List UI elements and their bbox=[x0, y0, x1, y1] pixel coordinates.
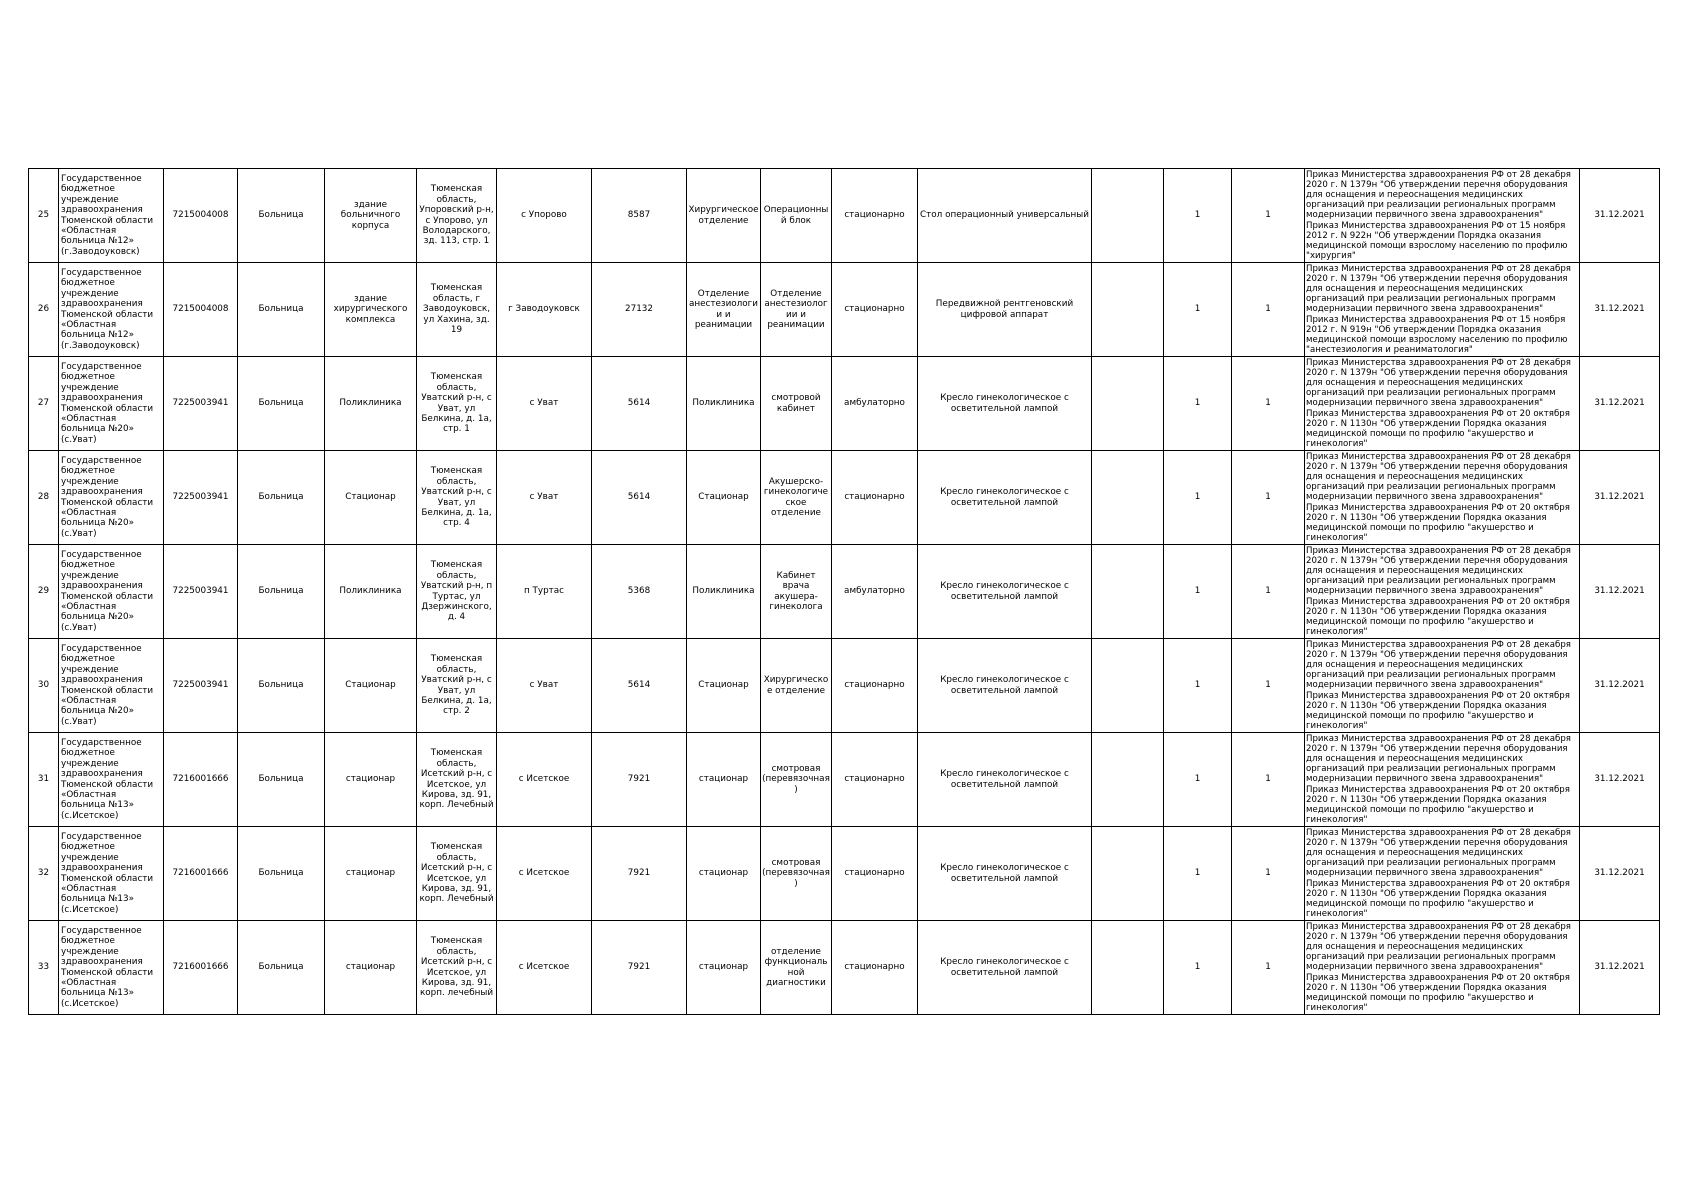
legal-basis-cell: Приказ Министерства здравоохранения РФ от 28 декабря 2020 г. N 1379н "Об утверждении перечня оборудования для оснащения и переоснащения медицинских организаций при реализации региональных программ модернизации первичного звена здравоохранения" Приказ Министерства здравоохранения РФ от 20 октября 2020 г. N 1130н "Об утверждении Порядка оказания медицинской помощи по профилю "акушерство и гинекология" bbox=[1305, 733, 1580, 827]
building-cell: Поликлиника bbox=[325, 357, 417, 451]
date-cell: 31.12.2021 bbox=[1580, 169, 1660, 263]
legal-basis-cell: Приказ Министерства здравоохранения РФ от 28 декабря 2020 г. N 1379н "Об утверждении перечня оборудования для оснащения и переоснащения медицинских организаций при реализации региональных программ модернизации первичного звена здравоохранения" Приказ Министерства здравоохранения РФ от 20 октября 2020 г. N 1130н "Об утверждении Порядка оказания медицинской помощи по профилю "акушерство и гинекология" bbox=[1305, 357, 1580, 451]
equipment-table bbox=[28, 168, 1660, 1015]
care-mode-cell: стационарно bbox=[832, 733, 918, 827]
building-cell: Стационар bbox=[325, 451, 417, 545]
row-number-cell: 33 bbox=[29, 921, 59, 1015]
organization-cell: Государственное бюджетное учреждение здравоохранения Тюменской области «Областная больница №13» (с.Исетское) bbox=[59, 733, 164, 827]
legal-basis-cell: Приказ Министерства здравоохранения РФ от 28 декабря 2020 г. N 1379н "Об утверждении перечня оборудования для оснащения и переоснащения медицинских организаций при реализации региональных программ модернизации первичного звена здравоохранения" Приказ Министерства здравоохранения РФ от 20 октября 2020 г. N 1130н "Об утверждении Порядка оказания медицинской помощи по профилю "акушерство и гинекология" bbox=[1305, 639, 1580, 733]
address-cell: Тюменская область, Уватский р-н, с Уват, ул Белкина, д. 1а, стр. 1 bbox=[417, 357, 497, 451]
quantity-cell: 1 bbox=[1232, 921, 1305, 1015]
population-cell: 5614 bbox=[592, 451, 687, 545]
locality-cell: с Уват bbox=[497, 357, 592, 451]
date-cell: 31.12.2021 bbox=[1580, 451, 1660, 545]
population-cell: 8587 bbox=[592, 169, 687, 263]
care-mode-cell: стационарно bbox=[832, 827, 918, 921]
inn-cell: 7216001666 bbox=[164, 921, 238, 1015]
organization-cell: Государственное бюджетное учреждение здравоохранения Тюменской области «Областная больница №20» (с.Уват) bbox=[59, 451, 164, 545]
unit-cell: Хирургическое отделение bbox=[761, 639, 832, 733]
facility-type-cell: Больница bbox=[238, 639, 325, 733]
address-cell: Тюменская область, Исетский р-н, с Исетское, ул Кирова, зд. 91, корп. Лечебный bbox=[417, 827, 497, 921]
unit-cell: Отделение анестезиологии и реанимации bbox=[761, 263, 832, 357]
building-cell: здание хирургического комплекса bbox=[325, 263, 417, 357]
equipment-cell: Кресло гинекологическое с осветительной лампой bbox=[918, 357, 1092, 451]
inn-cell: 7225003941 bbox=[164, 357, 238, 451]
equipment-cell: Кресло гинекологическое с осветительной лампой bbox=[918, 545, 1092, 639]
empty-cell bbox=[1092, 451, 1164, 545]
inn-cell: 7216001666 bbox=[164, 827, 238, 921]
unit-cell: Акушерско-гинекологическое отделение bbox=[761, 451, 832, 545]
quantity-cell: 1 bbox=[1232, 733, 1305, 827]
legal-basis-cell: Приказ Министерства здравоохранения РФ от 28 декабря 2020 г. N 1379н "Об утверждении перечня оборудования для оснащения и переоснащения медицинских организаций при реализации региональных программ модернизации первичного звена здравоохранения" Приказ Министерства здравоохранения РФ от 20 октября 2020 г. N 1130н "Об утверждении Порядка оказания медицинской помощи по профилю "акушерство и гинекология" bbox=[1305, 921, 1580, 1015]
equipment-cell: Кресло гинекологическое с осветительной лампой bbox=[918, 733, 1092, 827]
date-cell: 31.12.2021 bbox=[1580, 357, 1660, 451]
quantity-cell: 1 bbox=[1164, 827, 1232, 921]
address-cell: Тюменская область, г Заводоуковск, ул Хахина, зд. 19 bbox=[417, 263, 497, 357]
organization-cell: Государственное бюджетное учреждение здравоохранения Тюменской области «Областная больница №20» (с.Уват) bbox=[59, 357, 164, 451]
address-cell: Тюменская область, Исетский р-н, с Исетское, ул Кирова, зд. 91, корп. лечебный bbox=[417, 921, 497, 1015]
empty-cell bbox=[1092, 263, 1164, 357]
date-cell: 31.12.2021 bbox=[1580, 545, 1660, 639]
inn-cell: 7215004008 bbox=[164, 169, 238, 263]
locality-cell: с Уват bbox=[497, 639, 592, 733]
department-cell: Поликлиника bbox=[687, 545, 761, 639]
table-body bbox=[29, 169, 1660, 1015]
address-cell: Тюменская область, Уватский р-н, с Уват, ул Белкина, д. 1а, стр. 2 bbox=[417, 639, 497, 733]
care-mode-cell: стационарно bbox=[832, 451, 918, 545]
table-row bbox=[29, 827, 1660, 921]
quantity-cell: 1 bbox=[1232, 545, 1305, 639]
locality-cell: с Уват bbox=[497, 451, 592, 545]
date-cell: 31.12.2021 bbox=[1580, 733, 1660, 827]
organization-cell: Государственное бюджетное учреждение здравоохранения Тюменской области «Областная больница №12» (г.Заводоуковск) bbox=[59, 169, 164, 263]
quantity-cell: 1 bbox=[1232, 263, 1305, 357]
empty-cell bbox=[1092, 733, 1164, 827]
quantity-cell: 1 bbox=[1232, 451, 1305, 545]
population-cell: 7921 bbox=[592, 827, 687, 921]
date-cell: 31.12.2021 bbox=[1580, 639, 1660, 733]
date-cell: 31.12.2021 bbox=[1580, 921, 1660, 1015]
empty-cell bbox=[1092, 827, 1164, 921]
quantity-cell: 1 bbox=[1164, 733, 1232, 827]
building-cell: стационар bbox=[325, 921, 417, 1015]
locality-cell: с Упорово bbox=[497, 169, 592, 263]
quantity-cell: 1 bbox=[1164, 451, 1232, 545]
unit-cell: Кабинет врача акушера-гинеколога bbox=[761, 545, 832, 639]
equipment-cell: Стол операционный универсальный bbox=[918, 169, 1092, 263]
table-row bbox=[29, 733, 1660, 827]
locality-cell: г Заводоуковск bbox=[497, 263, 592, 357]
row-number-cell: 26 bbox=[29, 263, 59, 357]
row-number-cell: 29 bbox=[29, 545, 59, 639]
department-cell: стационар bbox=[687, 827, 761, 921]
row-number-cell: 30 bbox=[29, 639, 59, 733]
quantity-cell: 1 bbox=[1232, 169, 1305, 263]
care-mode-cell: стационарно bbox=[832, 921, 918, 1015]
department-cell: Стационар bbox=[687, 451, 761, 545]
inn-cell: 7225003941 bbox=[164, 545, 238, 639]
empty-cell bbox=[1092, 357, 1164, 451]
department-cell: Отделение анестезиологии и реанимации bbox=[687, 263, 761, 357]
quantity-cell: 1 bbox=[1164, 639, 1232, 733]
quantity-cell: 1 bbox=[1164, 169, 1232, 263]
facility-type-cell: Больница bbox=[238, 921, 325, 1015]
locality-cell: с Исетское bbox=[497, 733, 592, 827]
row-number-cell: 25 bbox=[29, 169, 59, 263]
building-cell: стационар bbox=[325, 827, 417, 921]
unit-cell: смотровая (перевязочная) bbox=[761, 733, 832, 827]
legal-basis-cell: Приказ Министерства здравоохранения РФ от 28 декабря 2020 г. N 1379н "Об утверждении перечня оборудования для оснащения и переоснащения медицинских организаций при реализации региональных программ модернизации первичного звена здравоохранения" Приказ Министерства здравоохранения РФ от 20 октября 2020 г. N 1130н "Об утверждении Порядка оказания медицинской помощи по профилю "акушерство и гинекология" bbox=[1305, 827, 1580, 921]
department-cell: Стационар bbox=[687, 639, 761, 733]
department-cell: Хирургическое отделение bbox=[687, 169, 761, 263]
population-cell: 5614 bbox=[592, 639, 687, 733]
quantity-cell: 1 bbox=[1232, 357, 1305, 451]
building-cell: Поликлиника bbox=[325, 545, 417, 639]
legal-basis-cell: Приказ Министерства здравоохранения РФ от 28 декабря 2020 г. N 1379н "Об утверждении перечня оборудования для оснащения и переоснащения медицинских организаций при реализации региональных программ модернизации первичного звена здравоохранения" Приказ Министерства здравоохранения РФ от 20 октября 2020 г. N 1130н "Об утверждении Порядка оказания медицинской помощи по профилю "акушерство и гинекология" bbox=[1305, 545, 1580, 639]
population-cell: 5368 bbox=[592, 545, 687, 639]
address-cell: Тюменская область, Уватский р-н, с Уват, ул Белкина, д. 1а, стр. 4 bbox=[417, 451, 497, 545]
quantity-cell: 1 bbox=[1164, 545, 1232, 639]
organization-cell: Государственное бюджетное учреждение здравоохранения Тюменской области «Областная больница №20» (с.Уват) bbox=[59, 639, 164, 733]
equipment-cell: Кресло гинекологическое с осветительной лампой bbox=[918, 921, 1092, 1015]
locality-cell: с Исетское bbox=[497, 827, 592, 921]
inn-cell: 7225003941 bbox=[164, 451, 238, 545]
facility-type-cell: Больница bbox=[238, 263, 325, 357]
building-cell: здание больничного корпуса bbox=[325, 169, 417, 263]
table-row bbox=[29, 451, 1660, 545]
unit-cell: Операционный блок bbox=[761, 169, 832, 263]
facility-type-cell: Больница bbox=[238, 357, 325, 451]
unit-cell: смотровая (перевязочная) bbox=[761, 827, 832, 921]
care-mode-cell: стационарно bbox=[832, 639, 918, 733]
department-cell: Поликлиника bbox=[687, 357, 761, 451]
population-cell: 7921 bbox=[592, 733, 687, 827]
inn-cell: 7215004008 bbox=[164, 263, 238, 357]
date-cell: 31.12.2021 bbox=[1580, 263, 1660, 357]
table-row bbox=[29, 545, 1660, 639]
facility-type-cell: Больница bbox=[238, 169, 325, 263]
locality-cell: с Исетское bbox=[497, 921, 592, 1015]
legal-basis-cell: Приказ Министерства здравоохранения РФ от 28 декабря 2020 г. N 1379н "Об утверждении перечня оборудования для оснащения и переоснащения медицинских организаций при реализации региональных программ модернизации первичного звена здравоохранения" Приказ Министерства здравоохранения РФ от 15 ноября 2012 г. N 922н "Об утверждении Порядка оказания медицинской помощи взрослому населению по профилю "хирургия" bbox=[1305, 169, 1580, 263]
table-row bbox=[29, 921, 1660, 1015]
table-row bbox=[29, 357, 1660, 451]
unit-cell: отделение функциональной диагностики bbox=[761, 921, 832, 1015]
organization-cell: Государственное бюджетное учреждение здравоохранения Тюменской области «Областная больница №13» (с.Исетское) bbox=[59, 921, 164, 1015]
quantity-cell: 1 bbox=[1164, 921, 1232, 1015]
care-mode-cell: амбулаторно bbox=[832, 545, 918, 639]
department-cell: стационар bbox=[687, 733, 761, 827]
table-row bbox=[29, 639, 1660, 733]
inn-cell: 7216001666 bbox=[164, 733, 238, 827]
care-mode-cell: стационарно bbox=[832, 169, 918, 263]
population-cell: 5614 bbox=[592, 357, 687, 451]
unit-cell: смотровой кабинет bbox=[761, 357, 832, 451]
empty-cell bbox=[1092, 921, 1164, 1015]
facility-type-cell: Больница bbox=[238, 733, 325, 827]
empty-cell bbox=[1092, 639, 1164, 733]
building-cell: стационар bbox=[325, 733, 417, 827]
quantity-cell: 1 bbox=[1164, 357, 1232, 451]
row-number-cell: 27 bbox=[29, 357, 59, 451]
facility-type-cell: Больница bbox=[238, 545, 325, 639]
date-cell: 31.12.2021 bbox=[1580, 827, 1660, 921]
building-cell: Стационар bbox=[325, 639, 417, 733]
organization-cell: Государственное бюджетное учреждение здравоохранения Тюменской области «Областная больница №13» (с.Исетское) bbox=[59, 827, 164, 921]
equipment-cell: Кресло гинекологическое с осветительной лампой bbox=[918, 639, 1092, 733]
organization-cell: Государственное бюджетное учреждение здравоохранения Тюменской области «Областная больница №20» (с.Уват) bbox=[59, 545, 164, 639]
quantity-cell: 1 bbox=[1232, 639, 1305, 733]
empty-cell bbox=[1092, 169, 1164, 263]
address-cell: Тюменская область, Упоровский р-н, с Упорово, ул Володарского, зд. 113, стр. 1 bbox=[417, 169, 497, 263]
row-number-cell: 32 bbox=[29, 827, 59, 921]
equipment-cell: Кресло гинекологическое с осветительной лампой bbox=[918, 451, 1092, 545]
quantity-cell: 1 bbox=[1232, 827, 1305, 921]
locality-cell: п Туртас bbox=[497, 545, 592, 639]
care-mode-cell: амбулаторно bbox=[832, 357, 918, 451]
table-row bbox=[29, 169, 1660, 263]
inn-cell: 7225003941 bbox=[164, 639, 238, 733]
organization-cell: Государственное бюджетное учреждение здравоохранения Тюменской области «Областная больница №12» (г.Заводоуковск) bbox=[59, 263, 164, 357]
empty-cell bbox=[1092, 545, 1164, 639]
row-number-cell: 28 bbox=[29, 451, 59, 545]
equipment-cell: Передвижной рентгеновский цифровой аппарат bbox=[918, 263, 1092, 357]
population-cell: 7921 bbox=[592, 921, 687, 1015]
row-number-cell: 31 bbox=[29, 733, 59, 827]
care-mode-cell: стационарно bbox=[832, 263, 918, 357]
legal-basis-cell: Приказ Министерства здравоохранения РФ от 28 декабря 2020 г. N 1379н "Об утверждении перечня оборудования для оснащения и переоснащения медицинских организаций при реализации региональных программ модернизации первичного звена здравоохранения" Приказ Министерства здравоохранения РФ от 15 ноября 2012 г. N 919н "Об утверждении Порядка оказания медицинской помощи взрослому населению по профилю "анестезиология и реаниматология" bbox=[1305, 263, 1580, 357]
population-cell: 27132 bbox=[592, 263, 687, 357]
legal-basis-cell: Приказ Министерства здравоохранения РФ от 28 декабря 2020 г. N 1379н "Об утверждении перечня оборудования для оснащения и переоснащения медицинских организаций при реализации региональных программ модернизации первичного звена здравоохранения" Приказ Министерства здравоохранения РФ от 20 октября 2020 г. N 1130н "Об утверждении Порядка оказания медицинской помощи по профилю "акушерство и гинекология" bbox=[1305, 451, 1580, 545]
quantity-cell: 1 bbox=[1164, 263, 1232, 357]
table-row bbox=[29, 263, 1660, 357]
equipment-cell: Кресло гинекологическое с осветительной лампой bbox=[918, 827, 1092, 921]
address-cell: Тюменская область, Уватский р-н, п Туртас, ул Дзержинского, д. 4 bbox=[417, 545, 497, 639]
address-cell: Тюменская область, Исетский р-н, с Исетское, ул Кирова, зд. 91, корп. Лечебный bbox=[417, 733, 497, 827]
facility-type-cell: Больница bbox=[238, 827, 325, 921]
department-cell: стационар bbox=[687, 921, 761, 1015]
facility-type-cell: Больница bbox=[238, 451, 325, 545]
